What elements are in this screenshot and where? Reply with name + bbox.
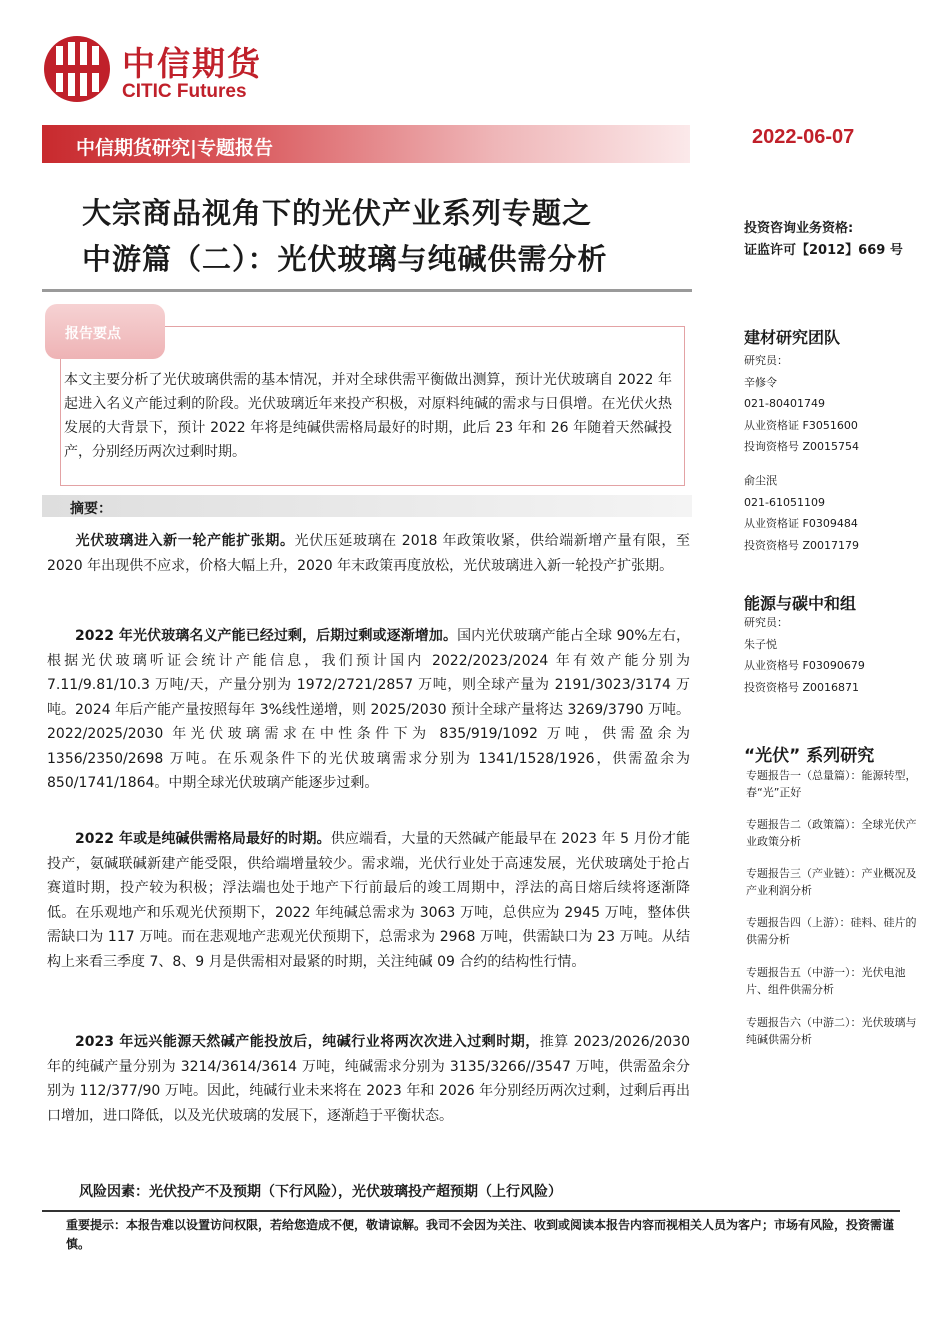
researcher-phone: 021-80401749	[744, 397, 825, 410]
researcher-block	[744, 350, 859, 458]
banner-text: 中信期货研究|专题报告	[76, 137, 273, 159]
abstract-bar	[42, 495, 692, 517]
researcher-invest: 投资资格号 Z0016871	[744, 680, 860, 694]
researcher-cert: 从业资格证 F3051600	[744, 418, 858, 432]
researcher-invest: 投询资格号 Z0015754	[744, 440, 860, 453]
qualification-line-2: 证监许可【2012】669 号	[744, 243, 903, 258]
paragraph-body: 光伏压延玻璃在 2018 年政策收紧，供给端新增产量有限，至 2020 年出现供不应求，价格大幅上升，2020 年末政策再度放松，光伏玻璃进入新一轮投产扩张期。	[47, 533, 691, 574]
team1-title: 建材研究团队	[744, 328, 841, 347]
researcher-name: 俞尘泯	[744, 474, 777, 487]
title-line-1: 大宗商品视角下的光伏产业系列专题之	[82, 196, 593, 230]
key-points-tag	[45, 304, 165, 359]
citic-logo-icon	[42, 34, 112, 104]
researcher-name: 朱子悦	[744, 637, 777, 651]
risk-factors: 风险因素：光伏投产不及预期（下行风险），光伏玻璃投产超预期（上行风险）	[79, 1184, 562, 1200]
title-divider	[42, 289, 692, 292]
researcher-name: 辛修令	[744, 375, 777, 389]
paragraph-body: 供应端看，大量的天然碱产能最早在 2023 年 5 月份才能投产，氨碱联碱新建产能受限，供给端增量较少。需求端，光伏行业处于高速发展，光伏玻璃处于抢占赛道时期，投产较为积极；浮法端也处于地产下行前最后的竣工周期中，浮法的高日熔后续将逐渐降低。在乐观地产和乐观光伏预期下，2022 年纯碱总需求为 3063 万吨，总供应为 2945 万吨，整体供需缺口为 117 万吨。而在悲观地产悲观光伏预期下，总需求为 2968 万吨，供需缺口为 23 万吨。从结构上来看三季度 7、8、9 月是供需相对最紧的时期，关注纯碱 09 合约的结构性行情。	[47, 831, 690, 970]
company-logo	[42, 34, 292, 106]
paragraph-lead: 2022 年或是纯碱供需格局最好的时期。	[75, 831, 331, 847]
notice-divider	[42, 1210, 900, 1212]
researcher-role: 研究员：	[744, 354, 788, 367]
researcher-cert: 从业资格证 F0309484	[744, 517, 858, 530]
key-points-label: 报告要点	[65, 326, 121, 342]
logo-english-name: CITIC Futures	[122, 81, 247, 102]
abstract-paragraph	[47, 529, 690, 578]
abstract-paragraph	[47, 827, 690, 974]
abstract-paragraph	[47, 624, 690, 796]
qualification-line-1: 投资咨询业务资格:	[744, 221, 854, 236]
paragraph-body: 推算 2023/2026/2030 年的纯碱产量分别为 3214/3614/3614 万吨，纯碱需求分别为 3135/3266//3547 万吨，供需盈余分别为 112/377/90 万吨。因此，纯碱行业未来将在 2023 年和 2026 年分别经历两次过剩，过剩后再出口增加，进口降低，以及光伏玻璃的发展下，逐渐趋于平衡状态。	[47, 1034, 690, 1124]
paragraph-lead: 2023 年远兴能源天然碱产能投放后，纯碱行业将两次次进入过剩时期，	[75, 1034, 540, 1050]
series-title: “光伏” 系列研究	[744, 746, 875, 766]
report-banner	[42, 125, 690, 163]
series-item[interactable]: 专题报告三（产业链）：产业概况及产业利润分析	[746, 867, 917, 897]
important-notice: 重要提示：本报告难以设置访问权限，若给您造成不便，敬请谅解。我司不会因为关注、收到或阅读本报告内容而视相关人员为客户；市场有风险，投资需谨慎。	[66, 1218, 895, 1251]
researcher-cert: 从业资格号 F03090679	[744, 659, 865, 672]
report-date: 2022-06-07	[752, 126, 855, 148]
team2-title: 能源与碳中和组	[744, 594, 857, 613]
logo-chinese-name: 中信期货	[122, 44, 262, 83]
series-item[interactable]: 专题报告一（总量篇）：能源转型，春“光”正好	[746, 769, 917, 799]
abstract-label: 摘要：	[70, 501, 112, 517]
key-points-text: 本文主要分析了光伏玻璃供需的基本情况，并对全球供需平衡做出测算，预计光伏玻璃自 2022 年起进入名义产能过剩的阶段。光伏玻璃近年来投产积极，对原料纯碱的需求与日俱增。在光伏火热发展的大背景下，预计 2022 年将是纯碱供需格局最好的时期，此后 23 年和 26 年随着天然碱投产，分别经历两次过剩时期。	[64, 372, 672, 460]
qualification-info	[744, 218, 903, 262]
series-item[interactable]: 专题报告五（中游一）：光伏电池片、组件供需分析	[746, 966, 906, 996]
researcher-phone: 021-61051109	[744, 495, 825, 509]
paragraph-body: 国内光伏玻璃产能占全球 90%左右，根据光伏玻璃听证会统计产能信息，我们预计国内 2022/2023/2024 年有效产能分别为 7.11/9.81/10.3 万吨/天，产量分别为 1972/2721/2857 万吨，则全球产量为 2191/3023/3174 万吨。2024 年后产能产量按照每年 3%线性递增，则 2025/2030 预计全球产量将达 3269/3790 万吨。2022/2025/2030 年光伏玻璃需求在中性条件下为 835/919/1092 万吨，供需盈余为 1356/2350/2698 万吨。在乐观条件下的光伏玻璃需求分别为 1341/1528/1926，供需盈余为 850/1741/1864。中期全球光伏玻璃产能逐步过剩。	[47, 628, 690, 791]
researcher-role: 研究员：	[744, 616, 788, 629]
series-item[interactable]: 专题报告六（中游二）：光伏玻璃与纯碱供需分析	[746, 1016, 917, 1046]
paragraph-lead: 光伏玻璃进入新一轮产能扩张期。	[75, 533, 295, 549]
series-item[interactable]: 专题报告二（政策篇）：全球光伏产业政策分析	[746, 818, 917, 848]
researcher-block	[744, 612, 865, 698]
title-line-2: 中游篇（二）：光伏玻璃与纯碱供需分析	[82, 242, 608, 276]
series-item[interactable]: 专题报告四（上游）：硅料、硅片的供需分析	[746, 916, 917, 946]
abstract-paragraph	[47, 1030, 690, 1128]
researcher-block	[744, 470, 859, 556]
paragraph-lead: 2022 年光伏玻璃名义产能已经过剩，后期过剩或逐渐增加。	[75, 628, 458, 644]
report-title	[82, 190, 692, 282]
researcher-invest: 投资资格号 Z0017179	[744, 538, 860, 552]
